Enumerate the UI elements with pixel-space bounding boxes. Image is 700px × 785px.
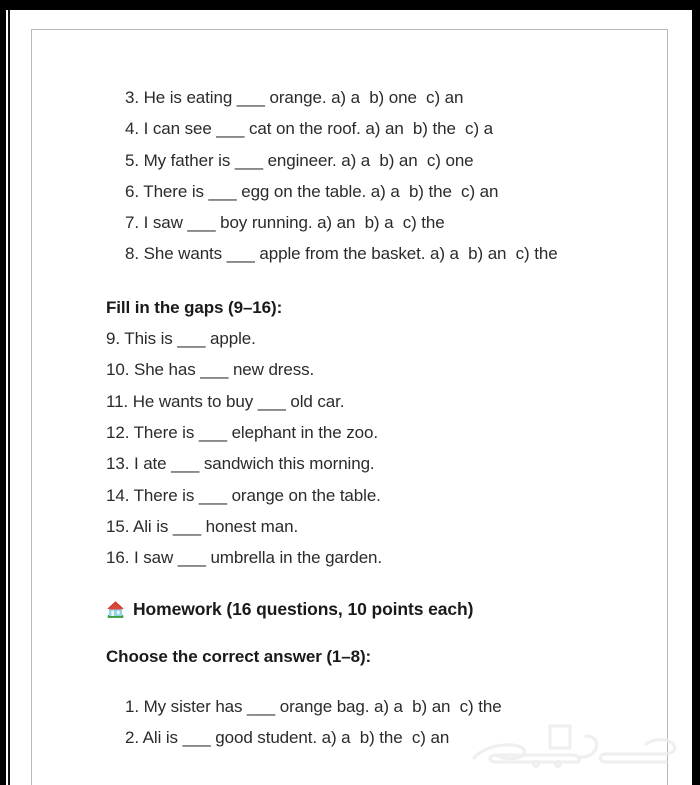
list-item: 4. I can see ___ cat on the roof. a) an b) the c) a: [125, 119, 493, 139]
spacer: [106, 270, 606, 292]
homework-list: [106, 691, 606, 754]
list-item: 3. He is eating ___ orange. a) a b) one c) an: [125, 88, 464, 107]
document-content: [106, 82, 606, 753]
list-item: 15. Ali is ___ honest man.: [106, 516, 299, 536]
list-item: 8. She wants ___ apple from the basket. a) a b) an c) the: [125, 244, 558, 264]
homework-heading-label: Homework (16 questions, 10 points each): [133, 599, 474, 620]
spacer: [106, 573, 606, 595]
list-item: 1. My sister has ___ orange bag. a) a b) an c) the: [125, 696, 502, 716]
house-emoji-icon: [106, 600, 125, 619]
letterbox-left: [0, 10, 6, 785]
homework-heading: [106, 595, 606, 623]
letterbox-right: [692, 10, 700, 785]
spacer: [106, 673, 606, 691]
list-item: 13. I ate ___ sandwich this morning.: [106, 454, 375, 474]
letterbox-top: [0, 0, 700, 10]
fill-gaps-heading: Fill in the gaps (9–16):: [106, 297, 283, 317]
mcq-continued-list: [106, 82, 606, 270]
list-item: 5. My father is ___ engineer. a) a b) an c) one: [125, 150, 474, 170]
list-item: 7. I saw ___ boy running. a) an b) a c) the: [125, 213, 445, 233]
list-item: 2. Ali is ___ good student. a) a b) the c) an: [125, 728, 450, 748]
list-item: 12. There is ___ elephant in the zoo.: [106, 422, 378, 442]
list-item: 11. He wants to buy ___ old car.: [106, 391, 345, 411]
document-page: [31, 29, 668, 785]
homework-subheading: Choose the correct answer (1–8):: [106, 647, 372, 667]
fill-gaps-list: [106, 323, 606, 573]
letterbox-left-inner: [8, 10, 10, 785]
list-item: 6. There is ___ egg on the table. a) a b) the c) an: [125, 181, 499, 201]
list-item: 16. I saw ___ umbrella in the garden.: [106, 548, 383, 568]
spacer: [106, 623, 606, 641]
list-item: 10. She has ___ new dress.: [106, 360, 315, 380]
list-item: 14. There is ___ orange on the table.: [106, 485, 381, 505]
list-item: 9. This is ___ apple.: [106, 329, 256, 349]
